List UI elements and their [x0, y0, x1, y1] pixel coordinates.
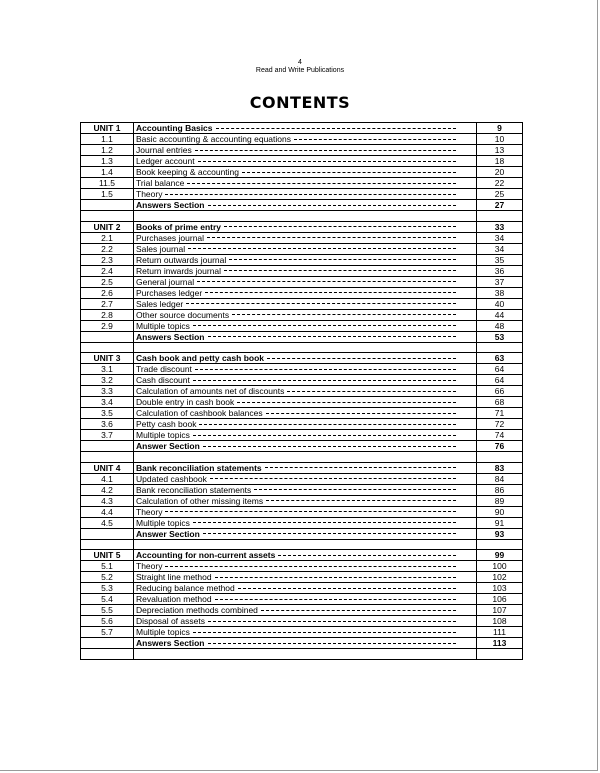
- page-ref: 34: [477, 243, 523, 254]
- page-title: CONTENTS: [249, 93, 351, 112]
- section-title: Theory: [136, 506, 163, 517]
- dot-leader: [203, 533, 456, 534]
- contents-table: [80, 122, 523, 660]
- table-row: [81, 265, 523, 276]
- section-title-cell: [134, 638, 477, 649]
- page-ref: 34: [477, 232, 523, 243]
- section-number: [81, 441, 134, 452]
- section-title-cell: [134, 539, 477, 550]
- page-ref: 107: [477, 605, 523, 616]
- section-title: Theory: [136, 189, 163, 199]
- section-number: 11.5: [81, 178, 134, 189]
- dot-leader: [242, 172, 456, 173]
- table-row: [81, 276, 523, 287]
- section-title-cell: [134, 616, 477, 627]
- table-row: [81, 495, 523, 506]
- table-row: [81, 528, 523, 539]
- section-number: 2.9: [81, 320, 134, 331]
- section-title-cell: [134, 156, 477, 167]
- table-row: [81, 254, 523, 265]
- section-title: Multiple topics: [136, 627, 190, 638]
- section-title: Trade discount: [136, 364, 192, 375]
- section-number: 3.6: [81, 419, 134, 430]
- page-ref: 106: [477, 594, 523, 605]
- page-ref: [477, 649, 523, 660]
- section-title: General journal: [136, 276, 195, 287]
- table-row: [81, 441, 523, 452]
- section-title-cell: [134, 243, 477, 254]
- page-ref: 111: [477, 627, 523, 638]
- section-number: [81, 528, 134, 539]
- dot-leader: [224, 226, 456, 227]
- section-title: Reducing balance method: [136, 583, 235, 594]
- table-row: [81, 386, 523, 397]
- spacer-row: [81, 539, 523, 550]
- dot-leader: [165, 194, 456, 195]
- dot-leader: [203, 446, 456, 447]
- dot-leader: [266, 413, 456, 414]
- section-title-cell: [134, 605, 477, 616]
- page-ref: [477, 539, 523, 550]
- table-row: [81, 375, 523, 386]
- table-row: [81, 298, 523, 309]
- dot-leader: [238, 588, 456, 589]
- section-title-cell: [134, 386, 477, 397]
- section-number: [81, 539, 134, 550]
- dot-leader: [210, 478, 456, 479]
- section-number: 3.2: [81, 375, 134, 386]
- section-title-cell: [134, 276, 477, 287]
- page-ref: 90: [477, 506, 523, 517]
- section-title-cell: [134, 178, 477, 189]
- dot-leader: [165, 566, 456, 567]
- dot-leader: [287, 391, 456, 392]
- table-row: [81, 430, 523, 441]
- section-number: 3.7: [81, 430, 134, 441]
- dot-leader: [215, 599, 456, 600]
- page-ref: 102: [477, 572, 523, 583]
- table-row: [81, 638, 523, 649]
- page-ref: 13: [477, 145, 523, 156]
- dot-leader: [186, 303, 456, 304]
- page-ref: 64: [477, 364, 523, 375]
- table-row: [81, 506, 523, 517]
- section-title-cell: [134, 287, 477, 298]
- table-row: [81, 616, 523, 627]
- section-title-cell: [134, 298, 477, 309]
- unit-row: [81, 123, 523, 134]
- dot-leader: [188, 248, 456, 249]
- dot-leader: [193, 325, 456, 326]
- page-ref: 36: [477, 265, 523, 276]
- page-ref: 83: [477, 462, 523, 473]
- table-row: [81, 594, 523, 605]
- spacer-row: [81, 452, 523, 463]
- table-row: [81, 419, 523, 430]
- section-title: Sales ledger: [136, 298, 184, 309]
- section-title-cell: [134, 517, 477, 528]
- unit-row: [81, 221, 523, 232]
- unit-row: [81, 353, 523, 364]
- table-row: [81, 484, 523, 495]
- section-number: UNIT 4: [81, 462, 134, 473]
- section-number: 1.5: [81, 189, 134, 200]
- section-title-cell: [134, 353, 477, 364]
- section-title: Trial balance: [136, 178, 185, 188]
- section-number: 4.2: [81, 484, 134, 495]
- section-title: Calculation of amounts net of discounts: [136, 386, 285, 397]
- spacer-row: [81, 211, 523, 222]
- table-row: [81, 178, 523, 189]
- section-number: 5.6: [81, 616, 134, 627]
- table-row: [81, 397, 523, 408]
- section-number: 3.3: [81, 386, 134, 397]
- section-title-cell: [134, 342, 477, 353]
- section-number: 3.1: [81, 364, 134, 375]
- unit-row: [81, 462, 523, 473]
- section-title-cell: [134, 430, 477, 441]
- page-ref: 89: [477, 495, 523, 506]
- section-number: UNIT 5: [81, 550, 134, 561]
- dot-leader: [208, 621, 456, 622]
- publisher-line: Read and Write Publications: [255, 67, 345, 74]
- dot-leader: [199, 424, 456, 425]
- dot-leader: [215, 577, 456, 578]
- dot-leader: [197, 281, 456, 282]
- section-title-cell: [134, 583, 477, 594]
- page-ref: 103: [477, 583, 523, 594]
- section-title-cell: [134, 200, 477, 211]
- dot-leader: [193, 380, 456, 381]
- section-title-cell: [134, 265, 477, 276]
- section-title: Theory: [136, 561, 163, 572]
- page-ref: 18: [477, 156, 523, 167]
- section-number: 2.1: [81, 232, 134, 243]
- section-number: 1.1: [81, 134, 134, 145]
- table-row: [81, 200, 523, 211]
- unit-row: [81, 550, 523, 561]
- section-title-cell: [134, 189, 477, 200]
- section-title-cell: [134, 528, 477, 539]
- section-title-cell: [134, 462, 477, 473]
- section-title: Double entry in cash book: [136, 397, 235, 408]
- page-number: 4: [298, 59, 302, 66]
- section-number: UNIT 3: [81, 353, 134, 364]
- page-ref: 22: [477, 178, 523, 189]
- section-title-cell: [134, 495, 477, 506]
- page-ref: 113: [477, 638, 523, 649]
- section-number: 5.4: [81, 594, 134, 605]
- section-number: [81, 452, 134, 463]
- section-title-cell: [134, 506, 477, 517]
- table-row: [81, 583, 523, 594]
- dot-leader: [229, 259, 456, 260]
- section-number: UNIT 2: [81, 221, 134, 232]
- dot-leader: [208, 336, 457, 337]
- page-ref: 74: [477, 430, 523, 441]
- dot-leader: [165, 511, 456, 512]
- table-row: [81, 145, 523, 156]
- dot-leader: [207, 237, 456, 238]
- section-title-cell: [134, 627, 477, 638]
- section-title: Answers Section: [136, 200, 205, 210]
- table-row: [81, 156, 523, 167]
- page-ref: 68: [477, 397, 523, 408]
- section-title: Books of prime entry: [136, 221, 222, 232]
- section-title-cell: [134, 145, 477, 156]
- page-ref: 76: [477, 441, 523, 452]
- table-row: [81, 320, 523, 331]
- section-number: 3.5: [81, 408, 134, 419]
- section-title-cell: [134, 134, 477, 145]
- page-ref: 27: [477, 200, 523, 211]
- table-row: [81, 605, 523, 616]
- section-title: Straight line method: [136, 572, 212, 583]
- page-ref: 108: [477, 616, 523, 627]
- section-number: 2.2: [81, 243, 134, 254]
- section-title: Multiple topics: [136, 320, 190, 331]
- dot-leader: [195, 369, 456, 370]
- table-row: [81, 331, 523, 342]
- dot-leader: [195, 150, 456, 151]
- section-title: Answer Section: [136, 528, 200, 539]
- section-number: 2.7: [81, 298, 134, 309]
- table-row: [81, 232, 523, 243]
- dot-leader: [254, 489, 456, 490]
- section-title: Other source documents: [136, 309, 230, 320]
- page-ref: 71: [477, 408, 523, 419]
- section-title-cell: [134, 232, 477, 243]
- table-row: [81, 364, 523, 375]
- section-number: 1.3: [81, 156, 134, 167]
- page-ref: 48: [477, 320, 523, 331]
- section-title: Ledger account: [136, 156, 195, 166]
- table-row: [81, 134, 523, 145]
- section-number: 2.5: [81, 276, 134, 287]
- section-title: Cash book and petty cash book: [136, 353, 264, 364]
- section-number: 2.3: [81, 254, 134, 265]
- section-title: Book keeping & accounting: [136, 167, 240, 177]
- section-title-cell: [134, 408, 477, 419]
- section-title-cell: [134, 649, 477, 660]
- section-title-cell: [134, 572, 477, 583]
- section-number: [81, 331, 134, 342]
- section-number: 4.1: [81, 473, 134, 484]
- section-number: 2.8: [81, 309, 134, 320]
- dot-leader: [205, 292, 456, 293]
- section-number: UNIT 1: [81, 123, 134, 134]
- section-title-cell: [134, 550, 477, 561]
- section-title-cell: [134, 211, 477, 222]
- section-title-cell: [134, 484, 477, 495]
- dot-leader: [237, 402, 456, 403]
- dot-leader: [193, 632, 456, 633]
- page-ref: 35: [477, 254, 523, 265]
- section-title: Petty cash book: [136, 419, 197, 430]
- section-title-cell: [134, 452, 477, 463]
- section-number: 5.1: [81, 561, 134, 572]
- section-number: 3.4: [81, 397, 134, 408]
- section-title-cell: [134, 221, 477, 232]
- dot-leader: [294, 139, 456, 140]
- dot-leader: [267, 358, 456, 359]
- page-ref: 10: [477, 134, 523, 145]
- dot-leader: [224, 270, 456, 271]
- dot-leader: [193, 435, 456, 436]
- page-ref: 99: [477, 550, 523, 561]
- dot-leader: [198, 161, 456, 162]
- dot-leader: [208, 643, 457, 644]
- dot-leader: [216, 128, 456, 129]
- page-ref: 86: [477, 484, 523, 495]
- section-number: 4.5: [81, 517, 134, 528]
- contents-table-body: [81, 123, 523, 660]
- section-number: 4.3: [81, 495, 134, 506]
- table-row: [81, 408, 523, 419]
- dot-leader: [266, 500, 456, 501]
- section-title: Cash discount: [136, 375, 190, 386]
- table-row: [81, 167, 523, 178]
- page-ref: 84: [477, 473, 523, 484]
- section-title: Bank reconciliation statements: [136, 462, 262, 473]
- section-number: 1.2: [81, 145, 134, 156]
- section-number: [81, 342, 134, 353]
- table-row: [81, 309, 523, 320]
- page-ref: 44: [477, 309, 523, 320]
- section-title: Multiple topics: [136, 517, 190, 528]
- section-title-cell: [134, 123, 477, 134]
- section-title-cell: [134, 594, 477, 605]
- dot-leader: [232, 314, 456, 315]
- page-ref: 33: [477, 221, 523, 232]
- table-row: [81, 243, 523, 254]
- section-title: Journal entries: [136, 145, 192, 155]
- section-title: Return inwards journal: [136, 265, 222, 276]
- section-number: 5.3: [81, 583, 134, 594]
- section-title-cell: [134, 364, 477, 375]
- section-number: 2.4: [81, 265, 134, 276]
- section-number: 5.2: [81, 572, 134, 583]
- section-number: 4.4: [81, 506, 134, 517]
- page-ref: [477, 211, 523, 222]
- page-ref: 93: [477, 528, 523, 539]
- section-number: 5.7: [81, 627, 134, 638]
- section-title: Revaluation method: [136, 594, 212, 605]
- section-title: Disposal of assets: [136, 616, 205, 627]
- section-number: [81, 649, 134, 660]
- section-title: Multiple topics: [136, 430, 190, 441]
- page-ref: 100: [477, 561, 523, 572]
- section-number: 2.6: [81, 287, 134, 298]
- section-title: Bank reconciliation statements: [136, 484, 252, 495]
- section-title: Accounting for non-current assets: [136, 550, 276, 561]
- section-title-cell: [134, 320, 477, 331]
- section-title: Purchases ledger: [136, 287, 203, 298]
- table-row: [81, 627, 523, 638]
- dot-leader: [193, 522, 456, 523]
- section-number: [81, 638, 134, 649]
- page-ref: 53: [477, 331, 523, 342]
- section-title: Depreciation methods combined: [136, 605, 258, 616]
- table-row: [81, 572, 523, 583]
- section-title: Answers Section: [136, 638, 205, 649]
- section-title-cell: [134, 473, 477, 484]
- section-title: Calculation of other missing items: [136, 495, 264, 506]
- section-number: [81, 200, 134, 211]
- section-title: Purchases journal: [136, 232, 205, 243]
- section-title-cell: [134, 397, 477, 408]
- section-title: Answers Section: [136, 331, 205, 342]
- spacer-row: [81, 649, 523, 660]
- section-title-cell: [134, 254, 477, 265]
- page-ref: 9: [477, 123, 523, 134]
- page-ref: [477, 342, 523, 353]
- section-number: 1.4: [81, 167, 134, 178]
- table-row: [81, 287, 523, 298]
- page-ref: 37: [477, 276, 523, 287]
- page-ref: 64: [477, 375, 523, 386]
- page-ref: [477, 452, 523, 463]
- page-ref: 20: [477, 167, 523, 178]
- dot-leader: [261, 610, 456, 611]
- section-title: Return outwards journal: [136, 254, 227, 265]
- section-title-cell: [134, 331, 477, 342]
- section-title: Answer Section: [136, 441, 200, 452]
- page-ref: 72: [477, 419, 523, 430]
- section-title-cell: [134, 375, 477, 386]
- dot-leader: [208, 205, 457, 206]
- table-row: [81, 189, 523, 200]
- page-ref: 91: [477, 517, 523, 528]
- section-title-cell: [134, 167, 477, 178]
- section-title: Updated cashbook: [136, 473, 207, 484]
- dot-leader: [278, 555, 456, 556]
- dot-leader: [187, 183, 456, 184]
- table-row: [81, 517, 523, 528]
- spacer-row: [81, 342, 523, 353]
- page-ref: 66: [477, 386, 523, 397]
- section-title: Calculation of cashbook balances: [136, 408, 263, 419]
- section-number: 5.5: [81, 605, 134, 616]
- section-title: Sales journal: [136, 243, 186, 254]
- table-row: [81, 561, 523, 572]
- dot-leader: [265, 467, 456, 468]
- section-title: Accounting Basics: [136, 123, 213, 133]
- page-ref: 40: [477, 298, 523, 309]
- section-title-cell: [134, 419, 477, 430]
- section-title: Basic accounting & accounting equations: [136, 134, 291, 144]
- page-ref: 25: [477, 189, 523, 200]
- page-ref: 38: [477, 287, 523, 298]
- table-row: [81, 473, 523, 484]
- section-title-cell: [134, 441, 477, 452]
- page-ref: 63: [477, 353, 523, 364]
- section-title-cell: [134, 561, 477, 572]
- section-number: [81, 211, 134, 222]
- section-title-cell: [134, 309, 477, 320]
